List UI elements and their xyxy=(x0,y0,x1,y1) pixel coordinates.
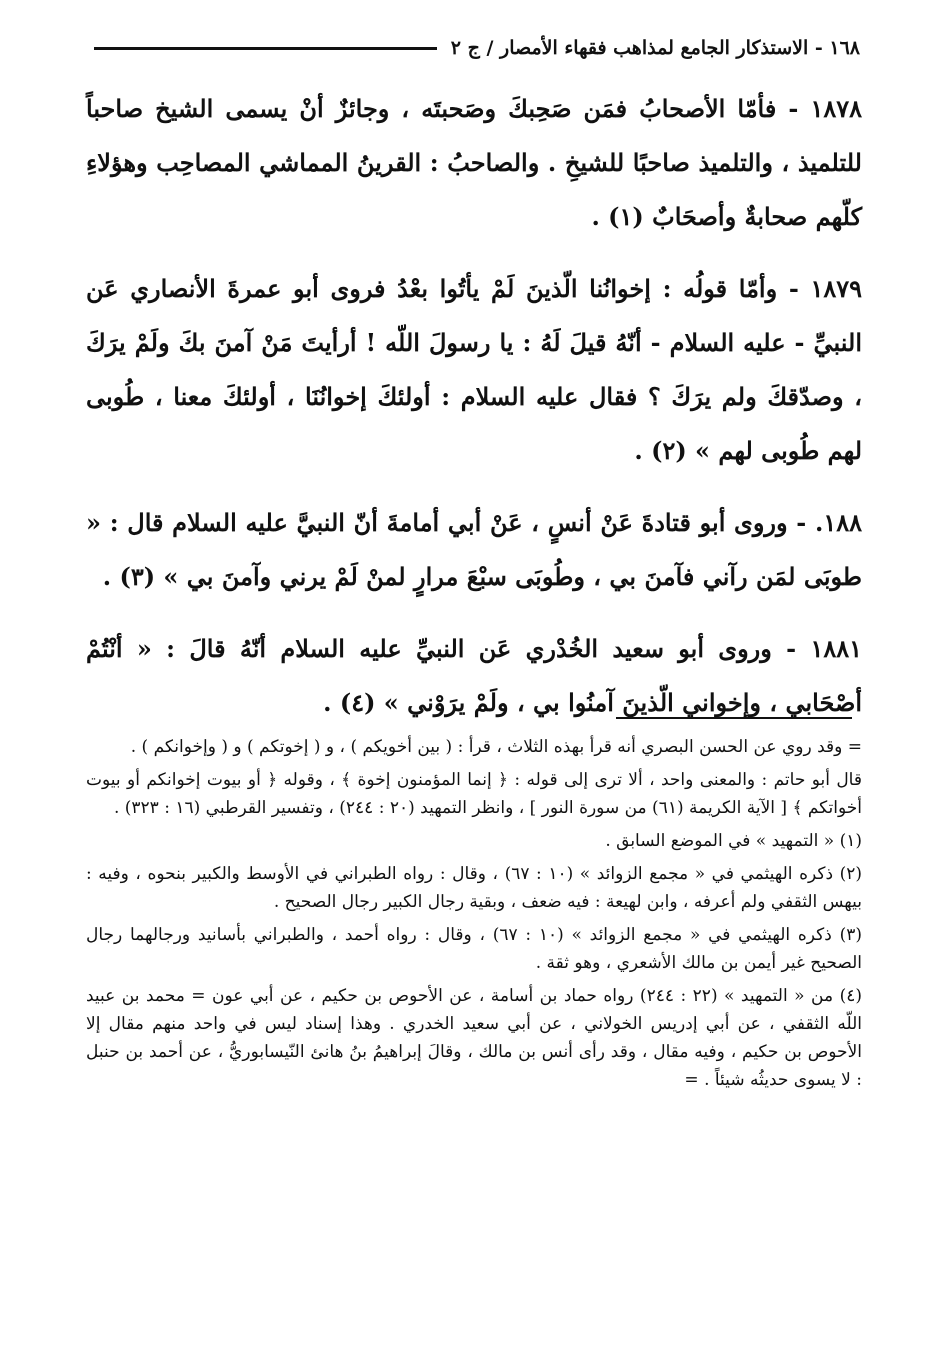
paragraph-text: - فأمّا الأصحابُ فمَن صَحِبكَ وصَحبتَه ، وجائزٌ أنْ يسمى الشيخ صاحباً للتلميذ ، والتلميذ صاحبًا للشيخِ . والصاحبُ : القرينُ المماشي المصاحِب وهؤلاءِ كلّهم صحابةٌ وأصحَابٌ (١) . xyxy=(86,94,862,231)
footnotes xyxy=(86,733,862,1099)
paragraph-text: - وروى أبو قتادةَ عَنْ أنسٍ ، عَنْ أبي أمامةَ أنّ النبيَّ عليه السلام قال : « طوبَى لمَن رآني فآمنَ بي ، وطُوبَى سبْعَ مرارٍ لمنْ لَمْ يرني وآمنَ بي » (٣) . xyxy=(86,508,862,591)
footnote-continuation: قال أبو حاتم : والمعنى واحد ، ألا ترى إلى قوله : ﴿ إنما المؤمنون إخوة ﴾ ، وقوله ﴿ أو بيوت إخوانكم أو بيوت أخواتكم ﴾ [ الآية الكريمة (٦١) من سورة النور ] ، وانظر التمهيد (٢٠ : ٢٤٤) ، وتفسير القرطبي (١٦ : ٣٢٣) . xyxy=(86,770,862,818)
running-header xyxy=(90,30,860,66)
main-text xyxy=(86,82,862,748)
paragraph-number: ١٨٧٨ xyxy=(810,94,862,123)
paragraph-1878 xyxy=(86,82,862,244)
footnote-1: (١) « التمهيد » في الموضع السابق . xyxy=(605,831,862,851)
paragraph-number: ١٨٧٩ xyxy=(810,274,862,303)
header-title: ١٦٨ - الاستذكار الجامع لمذاهب فقهاء الأمصار / ج ٢ xyxy=(450,37,860,59)
paragraph-1879 xyxy=(86,262,862,478)
footnote-4: (٤) من « التمهيد » (٢٢ : ٢٤٤) رواه حماد بن أسامة ، عن الأحوص بن حكيم ، عن أبي عون = محمد بن عبيد اللّه الثقفي ، عن أبي إدريس الخولاني ، عن أبي سعيد الخدري . وهذا إسناد ليس في واحد منهم مقال إلا الأحوص بن حكيم ، وفيه مقال ، وقد رأى أنس بن مالك ، وقالَ إبراهيمُ بنُ هانئ النّيسابوريُّ ، عن أحمد بن حنبل : لا يسوى حديثُه شيئاً . = xyxy=(86,986,862,1090)
footnote-separator xyxy=(616,717,852,719)
footnote-2: (٢) ذكره الهيثمي في « مجمع الزوائد » (١٠ : ٦٧) ، وقال : رواه الطبراني في الأوسط والكبير بنحوه ، وفيه : بيهس الثقفي ولم أعرفه ، وابن لهيعة : فيه ضعف ، وبقية رجال الكبير رجال الصحيح . xyxy=(86,864,862,912)
footnote-continuation: = وقد روي عن الحسن البصري أنه قرأ بهذه الثلاث ، قرأ : ( بين أخويكم ) ، و ( إخوتكم ) و ( وإخوانكم ) . xyxy=(130,737,862,757)
footnote-3: (٣) ذكره الهيثمي في « مجمع الزوائد » (١٠ : ٦٧) ، وقال : رواه أحمد ، والطبراني بأسانيد ورجالهما رجال الصحيح غير أيمن بن مالك الأشعري ، وهو ثقة . xyxy=(86,925,862,973)
paragraph-1881 xyxy=(86,622,862,730)
paragraph-number: ١٨٨١ xyxy=(810,634,862,663)
paragraph-text: - وروى أبو سعيد الخُدْري عَن النبيِّ عليه السلام أنّهُ قالَ : « أنْتُمْ أصْحَابي ، وإخواني الّذينَ آمنُوا بي ، ولَمْ يرَوْني » (٤) . xyxy=(86,634,862,717)
paragraph-text: - وأمّا قولُه : إخوانُنا الّذينَ لَمْ يأتُوا بعْدُ فروى أبو عمرةَ الأنصاري عَن النبيِّ - عليه السلام - أنّهُ قيلَ لَهُ : يا رسولَ اللّه ! أرأيتَ مَنْ آمنَ بكَ ولَمْ يرَكَ ، وصدّقكَ ولم يرَكَ ؟ فقال عليه السلام : أولئكَ إخوانُنَا ، أولئكَ معنا ، طُوبى لهم طُوبى لهم » (٢) . xyxy=(86,274,863,465)
paragraph-1880 xyxy=(86,496,862,604)
header-rule xyxy=(94,47,437,50)
paragraph-number: ١٨٨. xyxy=(814,508,862,537)
